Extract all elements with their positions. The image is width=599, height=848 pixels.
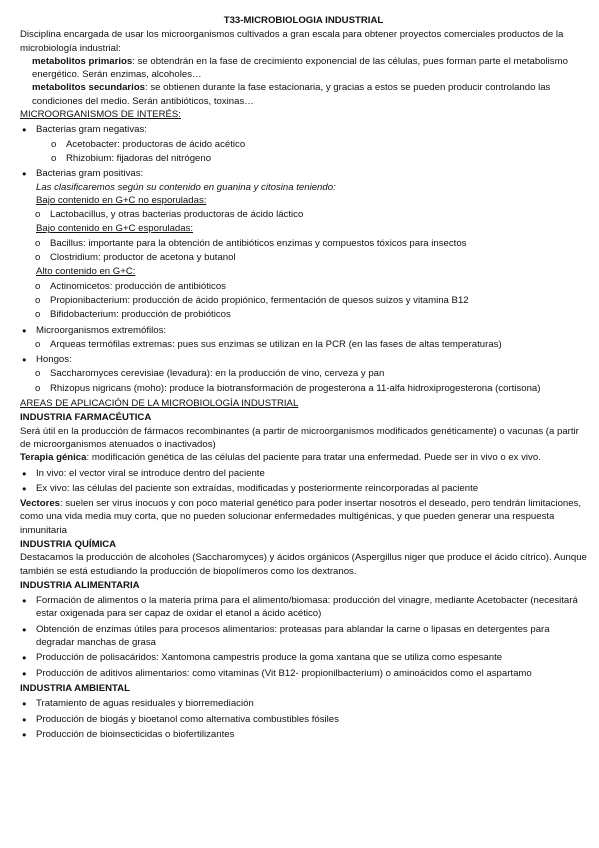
list-subitem: o Rhizopus nigricans (moho): produce la biotransformación de progesterona a 11-alfa hidroxiprogesterona (cortisona): [20, 382, 587, 395]
food-heading: INDUSTRIA ALIMENTARIA: [20, 579, 140, 591]
list-subitem: o Arqueas termófilas extremas: pues sus enzimas se utilizan en la PCR (en las fases de altas temperaturas): [20, 338, 587, 351]
list-item: ● Formación de alimentos o la materia prima para el alimento/biomasa: producción del vinagre, mediante Acetobacter (necesitará estar oxigenada para ser capaz de oxidar el etanol a ácido acético): [20, 594, 587, 621]
list-item: ● Producción de aditivos alimentarios: como vitaminas (Vit B12- propionilbacterium) o aminoácidos como el aspartamo: [20, 667, 587, 680]
list-subitem: o Bacillus: importante para la obtención de antibióticos enzimas y compuestos tóxicos para insectos: [20, 237, 587, 250]
primary-metabolites-paragraph: [20, 55, 587, 82]
gram-negative-label: Bacterias gram negativas:: [36, 124, 147, 136]
list-item: ● Obtención de enzimas útiles para procesos alimentarios: proteasas para ablandar la carne o lipasas en detergentes para degradar manchas de grasa: [20, 623, 587, 650]
microorganisms-heading: MICROORGANISMOS DE INTERÉS:: [20, 109, 181, 121]
list-subitem: o Saccharomyces cerevisiae (levadura): en la producción de vino, cerveza y pan: [20, 367, 587, 380]
gram-positive-label: Bacterias gram positivas:: [36, 168, 144, 180]
high-gc-heading: Alto contenido en G+C:: [36, 266, 136, 278]
food-list: [20, 594, 587, 680]
secondary-metabolites-paragraph: [20, 81, 587, 108]
doc-title: T33-MICROBIOLOGIA INDUSTRIAL: [223, 15, 384, 26]
environmental-heading: INDUSTRIA AMBIENTAL: [20, 682, 130, 694]
vectors-term: Vectores: [20, 498, 61, 510]
list-item: ● In vivo: el vector viral se introduce dentro del paciente: [20, 467, 587, 480]
list-subitem: o Rhizobium: fijadoras del nitrógeno: [36, 152, 587, 165]
gram-positive-note: Las clasificaremos según su contenido en guanina y citosina teniendo:: [36, 181, 336, 193]
intro-paragraph: Disciplina encargada de usar los microorganismos cultivados a gran escala para obtener proyectos comerciales productos de la microbiología industrial:: [20, 29, 564, 54]
chemical-paragraph: Destacamos la producción de alcoholes (Saccharomyces) y ácidos orgánicos (Aspergillus niger que produce el ácido cítrico). Aunque también se está estudiando la producción de biopolímeros como los dextranos.: [20, 552, 587, 577]
list-item: ● Ex vivo: las células del paciente son extraídas, modificadas y posteriormente reincorporadas al paciente: [20, 482, 587, 495]
low-gc-sporulated-heading: Bajo contenido en G+C esporuladas:: [36, 223, 194, 235]
list-item: ● Producción de polisacáridos: Xantomona campestris produce la goma xantana que se utiliza como espesante: [20, 651, 587, 664]
list-subitem: o Propionibacterium: producción de ácido propiónico, fermentación de quesos suizos y vitamina B12: [20, 294, 587, 307]
list-item: ● Producción de biogás y bioetanol como alternativa combustibles fósiles: [20, 713, 587, 726]
vectors-text: : suelen ser virus inocuos y con poco material genético para poder insertar nosotros el deseado, pero tendrán limitaciones, como una vida media muy corta, que no pueden solucionar enfermedades multigénicas, y que pueden generar una respuesta inmunitaria: [20, 498, 582, 536]
pharma-heading: INDUSTRIA FARMACÉUTICA: [20, 412, 152, 424]
gene-therapy-term: Terapia génica: [20, 452, 87, 464]
pharma-paragraph: Será útil en la producción de fármacos recombinantes (a partir de microorganismos modificados genéticamente) o vacunas (a partir de microorganismos atenuados o inactivados): [20, 425, 579, 450]
fungi-label: Hongos:: [36, 354, 72, 366]
areas-heading: AREAS DE APLICACIÓN DE LA MICROBIOLOGÍA INDUSTRIAL: [20, 398, 299, 410]
primary-metabolites-text: : se obtendrán en la fase de crecimiento exponencial de las células, pues forman parte el metabolismo energético. Serán enzimas, alcoholes…: [32, 55, 568, 81]
list-subitem: o Actinomicetos: producción de antibióticos: [20, 280, 587, 293]
extremophiles-label: Microorganismos extremófilos:: [36, 324, 167, 336]
chemical-heading: INDUSTRIA QUÍMICA: [20, 538, 117, 550]
list-item: [20, 167, 587, 321]
vectors-paragraph: [20, 497, 587, 537]
list-item: ● Producción de bioinsecticidas o biofertilizantes: [20, 728, 587, 741]
secondary-metabolites-term: metabolitos secundarios: [32, 82, 146, 94]
list-item: ● Tratamiento de aguas residuales y biorremediación: [20, 697, 587, 710]
list-subitem: o Acetobacter: productoras de ácido acético: [36, 138, 587, 151]
list-item: [20, 324, 587, 352]
gene-therapy-text: : modificación genética de las células del paciente para tratar una enfermedad. Puede ser in vivo o ex vivo.: [86, 452, 541, 464]
environmental-list: [20, 697, 587, 741]
microorganisms-list: [20, 123, 587, 395]
secondary-metabolites-text: : se obtienen durante la fase estacionaria, y gracias a estos se pueden producir controlando las condiciones del medio. Serán antibióticos, toxinas…: [32, 82, 551, 107]
list-item: [20, 353, 587, 395]
gene-therapy-paragraph: [20, 451, 587, 464]
primary-metabolites-term: metabolitos primarios: [32, 55, 133, 67]
list-item: [20, 123, 587, 165]
list-subitem: o Bifidobacterium: producción de probióticos: [20, 308, 587, 321]
gene-therapy-list: [20, 467, 587, 496]
list-subitem: o Clostridium: productor de acetona y butanol: [20, 251, 587, 264]
list-subitem: o Lactobacillus, y otras bacterias productoras de ácido láctico: [20, 208, 587, 221]
low-gc-nonsporulated-heading: Bajo contenido en G+C no esporuladas:: [36, 194, 207, 206]
